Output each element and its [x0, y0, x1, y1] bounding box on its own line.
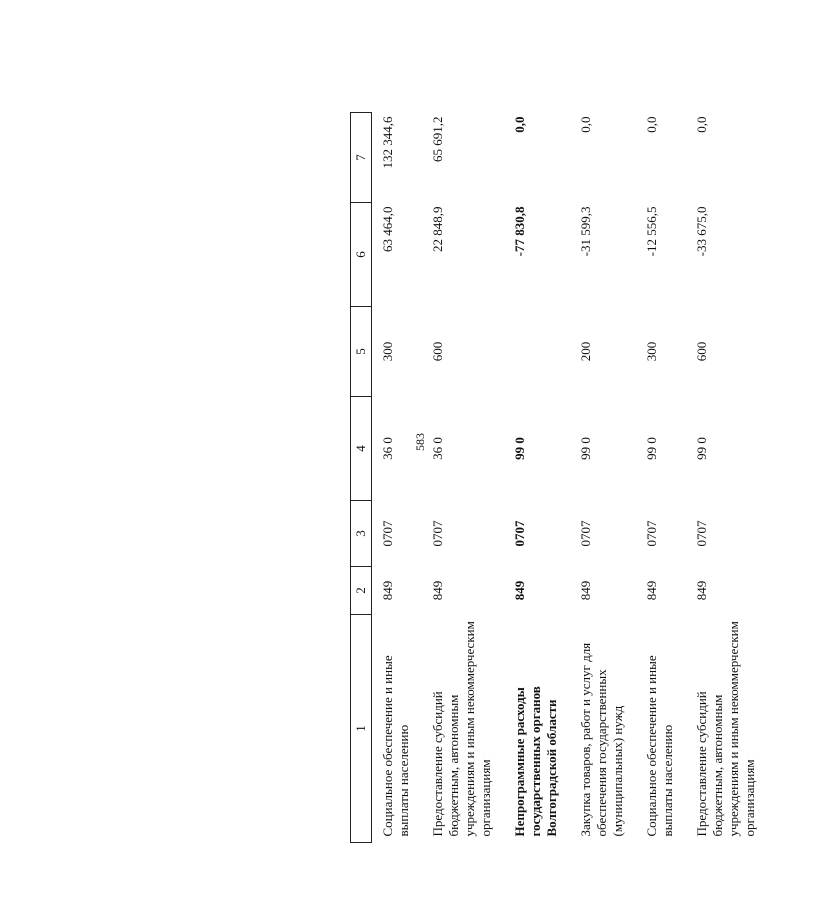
row-target-cell: 36 0 — [380, 437, 395, 460]
row-section-cell: 0707 — [380, 520, 395, 547]
row-name-cell: Предоставление субсидий бюджетным, автономным учреждениям и иным некоммерческим организациям — [694, 621, 757, 837]
row-amount-1-cell: 22 848,9 — [430, 206, 445, 252]
row-target-cell: 99 0 — [644, 437, 659, 460]
budget-table — [350, 112, 768, 843]
header-col-3: 3 — [351, 501, 372, 567]
row-type-cell: 600 — [694, 341, 709, 362]
row-amount-2-cell: 65 691,2 — [430, 116, 445, 162]
row-code-cell: 849 — [694, 580, 709, 601]
row-type-cell: 300 — [644, 341, 659, 362]
header-col-2: 2 — [351, 567, 372, 615]
row-section-cell: 0707 — [512, 520, 527, 547]
row-name-cell: Предоставление субсидий бюджетным, автономным учреждениям и иным некоммерческим организациям — [430, 621, 493, 837]
row-section-cell: 0707 — [430, 520, 445, 547]
header-col-1: 1 — [351, 615, 372, 843]
row-amount-1-cell: 63 464,0 — [380, 206, 395, 252]
row-code-cell: 849 — [430, 580, 445, 601]
row-target-cell: 36 0 — [430, 437, 445, 460]
table-row — [570, 113, 636, 843]
row-code-cell: 849 — [512, 580, 527, 601]
row-amount-1-cell: -33 675,0 — [694, 206, 709, 257]
row-amount-1-cell: -31 599,3 — [578, 206, 593, 257]
row-code-cell: 849 — [578, 580, 593, 601]
row-name-cell: Закупка товаров, работ и услуг для обеспечения государственных (муниципальных) нужд — [578, 642, 625, 837]
row-type-cell: 300 — [380, 341, 395, 362]
row-name-cell: Непрограммные расходы государственных органов Волгоградской области — [512, 686, 559, 837]
row-amount-2-cell: 0,0 — [644, 116, 659, 133]
rotated-table-container — [350, 113, 830, 843]
table-row — [372, 113, 423, 843]
table-row — [504, 113, 570, 843]
row-name-cell: Социальное обеспечение и иные выплаты населению — [644, 655, 675, 837]
page-number: 583 — [413, 433, 427, 451]
table-header-row — [351, 113, 372, 843]
row-type-cell: 200 — [578, 341, 593, 362]
row-amount-1-cell: -77 830,8 — [512, 206, 527, 257]
table-row — [686, 113, 768, 843]
row-target-cell: 99 0 — [694, 437, 709, 460]
header-col-6: 6 — [351, 203, 372, 307]
header-col-4: 4 — [351, 397, 372, 501]
row-type-cell: 600 — [430, 341, 445, 362]
row-target-cell: 99 0 — [578, 437, 593, 460]
row-type-cell — [504, 307, 570, 397]
row-section-cell: 0707 — [694, 520, 709, 547]
row-section-cell: 0707 — [578, 520, 593, 547]
row-code-cell: 849 — [644, 580, 659, 601]
table-row — [636, 113, 686, 843]
row-target-cell: 99 0 — [512, 437, 527, 460]
row-section-cell: 0707 — [644, 520, 659, 547]
row-amount-1-cell: -12 556,5 — [644, 206, 659, 257]
header-col-5: 5 — [351, 307, 372, 397]
row-amount-2-cell: 0,0 — [578, 116, 593, 133]
table-row — [422, 113, 504, 843]
row-name-cell: Социальное обеспечение и иные выплаты населению — [380, 655, 411, 837]
row-amount-2-cell: 0,0 — [694, 116, 709, 133]
row-amount-2-cell: 0,0 — [512, 116, 527, 133]
row-code-cell: 849 — [380, 580, 395, 601]
row-amount-2-cell: 132 344,6 — [380, 116, 395, 169]
header-col-7: 7 — [351, 113, 372, 203]
